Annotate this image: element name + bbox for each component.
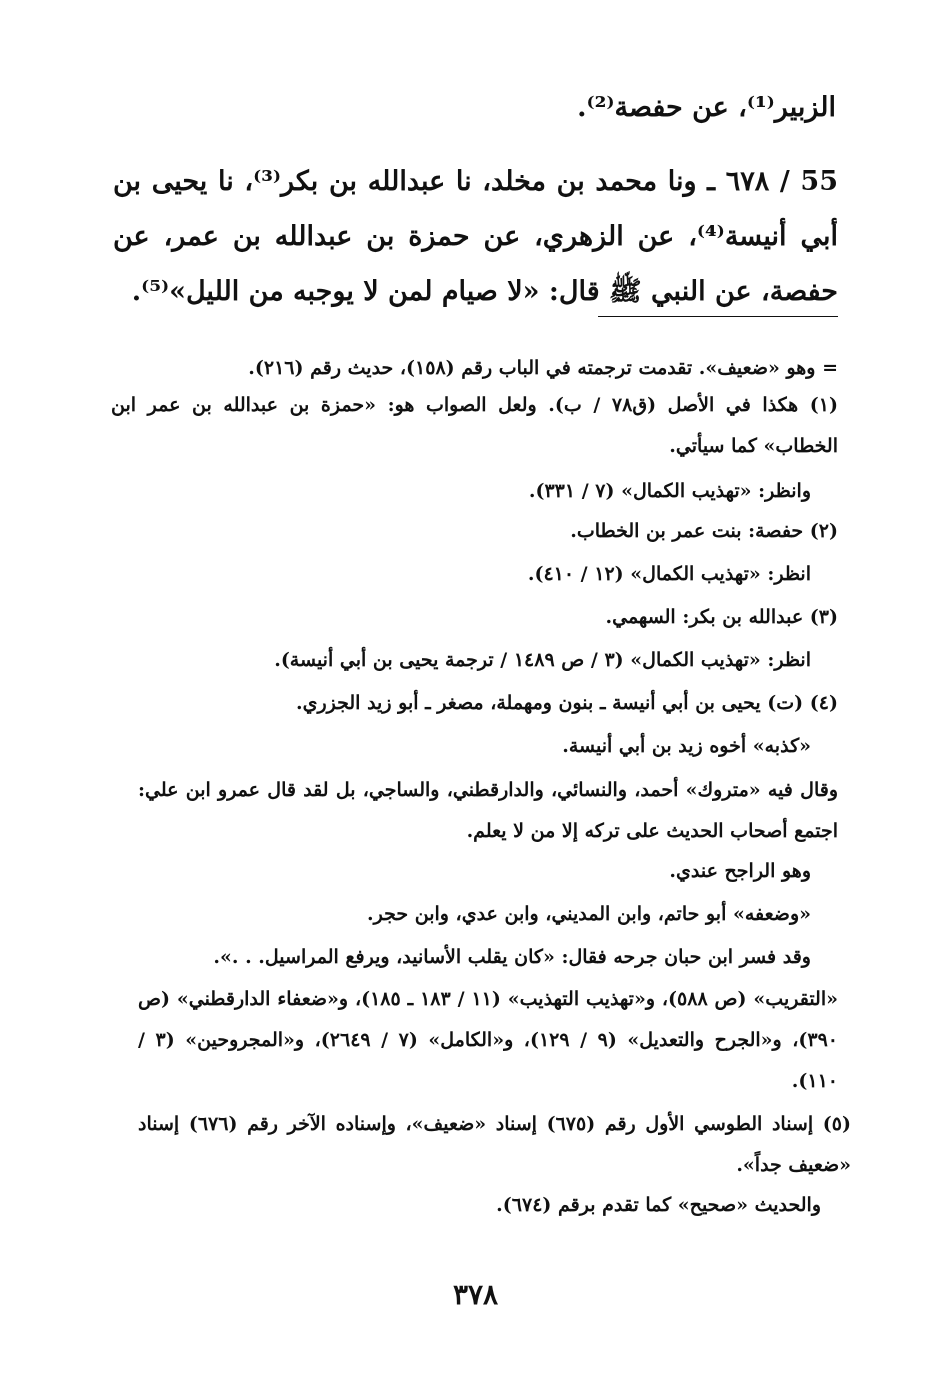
- footnote-4-line-d: وهو الراجح عندي.: [669, 860, 811, 882]
- footnote-1-ref: وانظر: «تهذيب الكمال» (٧ / ٣٣١).: [528, 480, 811, 502]
- page-number: ٣٧٨: [452, 1278, 499, 1311]
- footnote-continuation: = وهو «ضعيف». تقدمت ترجمته في الباب رقم (١٥٨)، حديث رقم (٢١٦).: [248, 357, 838, 379]
- footnote-3-ref: انظر: «تهذيب الكمال» (٣ / ص ١٤٨٩ / ترجمة يحيى بن أبي أنيسة).: [274, 649, 811, 671]
- footnote-4-line-b: «كذبه» أخوه زيد بن أبي أنيسة.: [562, 735, 811, 757]
- footnote-2: (٢) حفصة: بنت عمر بن الخطاب.: [570, 520, 838, 542]
- footnote-4: (٤) (ت) يحيى بن أبي أنيسة ـ بنون ومهملة، مصغر ـ أبو زيد الجزري.: [295, 692, 838, 714]
- footnote-4-line-g: «التقريب» (ص ٥٨٨)، و«تهذيب التهذيب» (١١ / ١٨٣ ـ ١٨٥)، و«ضعفاء الدارقطني» (ص ٣٩٠)، و«الجرح والتعديل» (٩ / ١٢٩)، و«الكامل» (٧ / ٢٦٤٩)، و«المجروحين» (٣ / ١١٠).: [138, 988, 839, 1092]
- footnote-4-line-f: وقد فسر ابن حبان جرحه فقال: «كان يقلب الأسانيد، ويرفع المراسيل. . .».: [213, 946, 811, 968]
- footnote-4-line-c: وقال فيه «متروك» أحمد، والنسائي، والدارقطني، والساجي، بل لقد قال عمرو ابن علي: اجتمع أصحاب الحديث على تركه إلا من لا يعلم.: [138, 779, 838, 842]
- footnote-2-ref: انظر: «تهذيب الكمال» (١٢ / ٤١٠).: [527, 563, 811, 585]
- hadith-text: 55 / ٦٧٨ ـ ونا محمد بن مخلد، نا عبدالله بن بكر⁽³⁾، نا يحيى بن أبي أنيسة⁽⁴⁾، عن الزهري، عن حمزة بن عبدالله بن عمر، عن حفصة، عن النبي ﷺ قال: «لا صيام لمن لا يوجبه من الليل»⁽⁵⁾.: [113, 166, 838, 307]
- footnote-divider: [598, 316, 838, 317]
- footnote-3: (٣) عبدالله بن بكر: السهمي.: [605, 606, 838, 628]
- text-line-zubair: الزبير⁽¹⁾، عن حفصة⁽²⁾.: [577, 92, 836, 123]
- footnote-4-line-e: «وضعفه» أبو حاتم، وابن المديني، وابن عدي، وابن حجر.: [367, 903, 811, 925]
- footnote-5-ref: والحديث «صحيح» كما تقدم برقم (٦٧٤).: [496, 1194, 821, 1216]
- footnote-1: (١) هكذا في الأصل (ق٧٨ / ب). ولعل الصواب هو: «حمزة بن عبدالله بن عمر ابن الخطاب» كما سيأتي.: [111, 394, 838, 457]
- footnote-5: (٥) إسناد الطوسي الأول رقم (٦٧٥) إسناد «ضعيف»، وإسناده الآخر رقم (٦٧٦) إسناد «ضعيف جداً».: [138, 1113, 851, 1176]
